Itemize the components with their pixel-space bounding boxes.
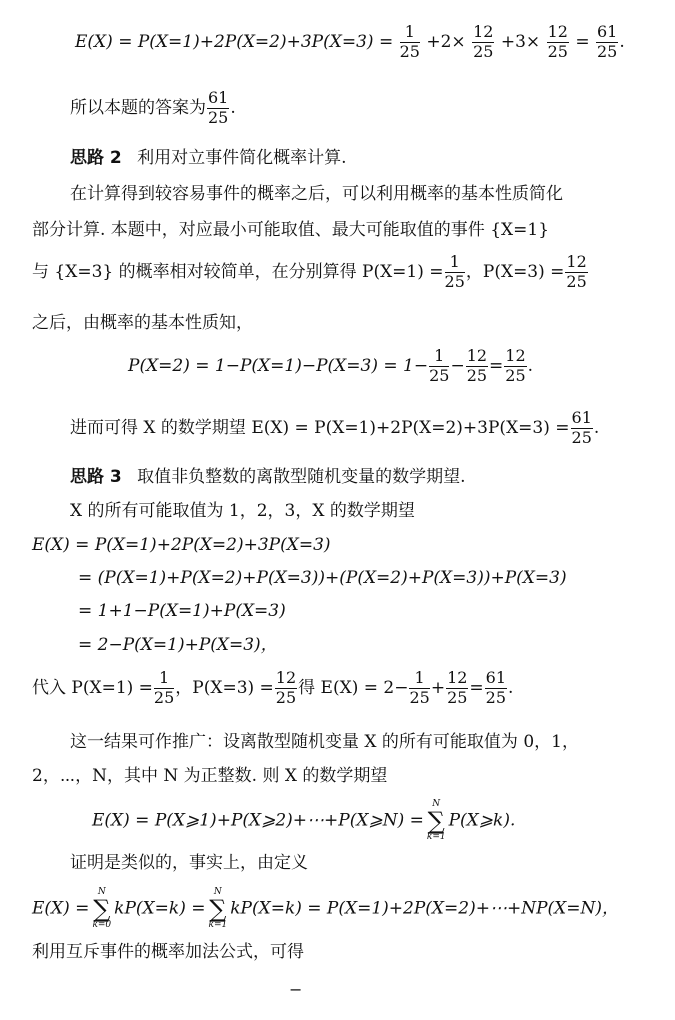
fraction-12-25: $\frac{12}{25}$ bbox=[473, 22, 494, 61]
fraction-12-25: $\frac{12}{25}$ bbox=[547, 22, 568, 61]
paragraph-line: 在计算得到较容易事件的概率之后，可以利用概率的基本性质简化 bbox=[70, 184, 563, 204]
summation-symbol: N ∑ k=1 bbox=[208, 887, 228, 930]
fraction-12-25: $\frac{12}{25}$ bbox=[275, 668, 297, 707]
expectation-formula-1: E(X) = P(X=1)+2P(X=2)+3P(X=3) = $\frac{1}{25}$ +2× $\frac{12}{25}$ +3× $\frac{12}{25}$ = $\frac{61}{25}$ . bbox=[75, 22, 625, 61]
summation-symbol: N ∑ k=1 bbox=[426, 799, 446, 842]
expectation-lhs: E(X) bbox=[75, 31, 113, 52]
fraction-12-25: $\frac{12}{25}$ bbox=[566, 252, 587, 291]
fraction-12-25: $\frac{12}{25}$ bbox=[505, 346, 526, 385]
fraction-1-25: $\frac{1}{25}$ bbox=[399, 22, 420, 61]
fraction-1-25: $\frac{1}{25}$ bbox=[429, 346, 450, 385]
fraction-12-25: $\frac{12}{25}$ bbox=[447, 668, 468, 707]
paragraph-line: 这一结果可作推广：设离散型随机变量 X 的所有可能取值为 0，1， bbox=[70, 732, 579, 752]
expectation-expr: = P(X=1)+2P(X=2)+3P(X=3) = bbox=[118, 31, 394, 52]
idea-2-heading: 思路 2 利用对立事件简化概率计算. bbox=[70, 148, 347, 168]
idea-2-label: 思路 2 bbox=[70, 148, 122, 168]
derivation-line-2: = (P(X=1)+P(X=2)+P(X=3))+(P(X=2)+P(X=3))+P(X=3) bbox=[78, 568, 567, 588]
fraction-61-25: $\frac{61}{25}$ bbox=[208, 88, 229, 127]
summation-symbol: N ∑ k=0 bbox=[92, 887, 112, 930]
generalized-expectation-formula: E(X) = P(X⩾1)+P(X⩾2)+⋯+P(X⩾N) = N ∑ k=1 P(X⩾k). bbox=[92, 799, 516, 842]
definition-formula: E(X) = N ∑ k=0 kP(X=k) = N ∑ k=1 kP(X=k) = P(X=1)+2P(X=2)+⋯+NP(X=N)， bbox=[32, 887, 620, 930]
derivation-line-1: E(X) = P(X=1)+2P(X=2)+3P(X=3) bbox=[32, 535, 331, 555]
page-marker: − bbox=[289, 980, 303, 999]
idea-3-heading: 思路 3 取值非负整数的离散型随机变量的数学期望. bbox=[70, 467, 466, 487]
fraction-12-25: $\frac{12}{25}$ bbox=[466, 346, 488, 385]
paragraph-line: 利用互斥事件的概率加法公式，可得 bbox=[32, 942, 304, 962]
answer-line: 所以本题的答案为 $\frac{61}{25}$ . bbox=[70, 88, 236, 127]
idea-3-label: 思路 3 bbox=[70, 467, 122, 487]
derivation-line-3: = 1+1−P(X=1)+P(X=3) bbox=[78, 601, 286, 621]
fraction-61-25: $\frac{61}{25}$ bbox=[485, 668, 507, 707]
fraction-1-25: $\frac{1}{25}$ bbox=[153, 668, 175, 707]
fraction-61-25: $\frac{61}{25}$ bbox=[571, 408, 592, 447]
fraction-1-25: $\frac{1}{25}$ bbox=[444, 252, 465, 291]
fraction-1-25: $\frac{1}{25}$ bbox=[409, 668, 430, 707]
paragraph-line: 2，⋯，N，其中 N 为正整数. 则 X 的数学期望 bbox=[32, 766, 388, 786]
expectation-result-line: 进而可得 X 的数学期望 E(X) = P(X=1)+2P(X=2)+3P(X=3) = $\frac{61}{25}$ . bbox=[70, 408, 600, 447]
complement-formula: P(X=2) = 1−P(X=1)−P(X=3) = 1− $\frac{1}{25}$ − $\frac{12}{25}$ = $\frac{12}{25}$ . bbox=[128, 346, 534, 385]
paragraph-line: X 的所有可能取值为 1，2，3，X 的数学期望 bbox=[70, 501, 415, 521]
paragraph-line: 与 {X=3} 的概率相对较简单，在分别算得 P(X=1) = $\frac{1}{25}$ ，P(X=3) = $\frac{12}{25}$ bbox=[32, 252, 587, 291]
paragraph-line: 之后，由概率的基本性质知， bbox=[32, 313, 253, 333]
paragraph-line: 证明是类似的，事实上，由定义 bbox=[70, 853, 308, 873]
paragraph-line: 部分计算. 本题中，对应最小可能取值、最大可能取值的事件 {X=1} bbox=[32, 220, 550, 240]
fraction-61-25: $\frac{61}{25}$ bbox=[597, 22, 618, 61]
substitution-line: 代入 P(X=1) = $\frac{1}{25}$ ，P(X=3) = $\frac{12}{25}$ 得 E(X) = 2− $\frac{1}{25}$ + $\frac{12}{25}$ = $\frac{61}{25}$ . bbox=[32, 668, 514, 707]
derivation-line-4: = 2−P(X=1)+P(X=3)， bbox=[78, 635, 278, 655]
